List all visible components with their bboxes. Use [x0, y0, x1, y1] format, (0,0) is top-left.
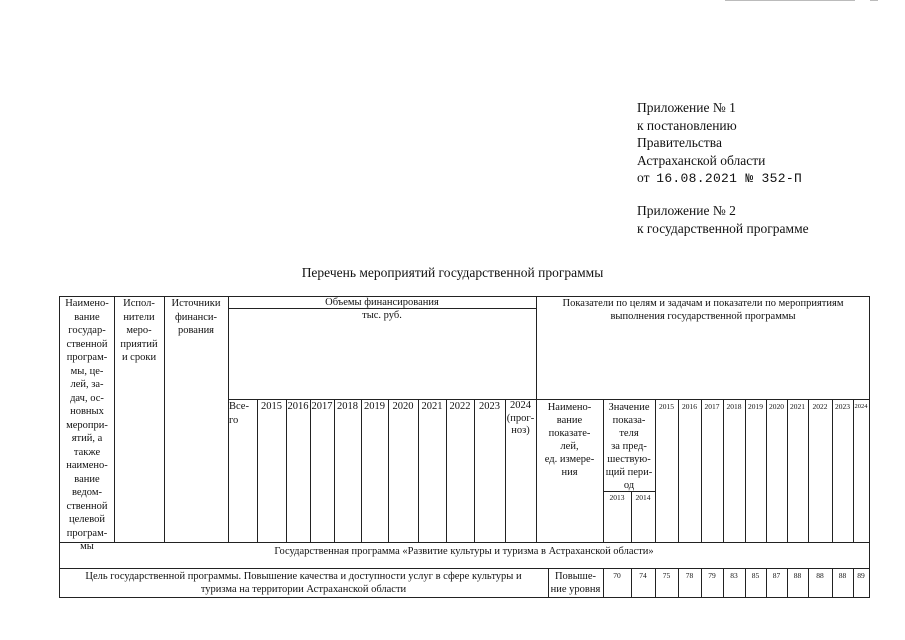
fin-year-header: 2018	[337, 401, 358, 412]
goal-value: 88	[793, 571, 802, 580]
col-header-name: Наимено- вание государ- ственной програм- мы, це- лей, за- дач, ос- новных меропри- ятий, а также наимено- вание ведом- ственной целевой програм- мы	[65, 298, 109, 552]
ind-year-header: 2021	[790, 402, 805, 411]
fin-year-header: 2021	[421, 401, 443, 412]
document-title: Перечень мероприятий государственной программы	[301, 265, 604, 280]
goal-value: 88	[838, 571, 847, 580]
ind-year-header: 2020	[769, 402, 784, 411]
fin-year-header: 2020	[392, 401, 414, 412]
ind-year-header: 2018	[726, 402, 742, 411]
program-row: Государственная программа «Развитие культуры и туризма в Астраханской области»	[274, 546, 654, 557]
ind-year-header: 2017	[704, 402, 720, 411]
goal-value: 75	[662, 571, 671, 580]
date-value: 16.08.2021 № 352-П	[656, 171, 803, 186]
fin-year-header: 2023	[479, 401, 500, 412]
col-header-sources: Источники финанси- рования	[171, 298, 221, 336]
ind-year-header: 2023	[835, 402, 850, 411]
appendix-line: к постановлению	[637, 117, 737, 133]
goal-indicator: Повыше- ние уровня	[550, 571, 601, 595]
fin-total-header: Все- го	[229, 401, 249, 426]
fin-year-header: 2022	[449, 401, 471, 412]
goal-row: Цель государственной программы. Повышение качества и доступности услуг в сфере культуры и туризма на территории Астраханской области	[85, 571, 522, 595]
ind-base-year: 2014	[635, 493, 651, 502]
date-prefix: от	[637, 170, 650, 185]
ind-year-header: 2015	[659, 402, 674, 411]
fin-year-header: 2017	[311, 401, 333, 412]
fin-year-header: 2015	[261, 401, 282, 412]
goal-value: 89	[857, 571, 865, 580]
appendix-line: Правительства	[637, 135, 722, 150]
ind-base-year: 2013	[609, 493, 625, 502]
ind-name-header: Наимено- вание показате- лей, ед. измере- ния	[544, 402, 595, 478]
goal-value: 70	[613, 571, 621, 580]
fin-forecast-header: 2024 (прог- ноз)	[506, 400, 535, 436]
appendix-line: к государственной программе	[637, 220, 809, 236]
goal-value: 79	[708, 571, 716, 580]
goal-value: 85	[751, 571, 760, 580]
ind-year-header: 2019	[748, 402, 763, 411]
appendix-line: Приложение № 2	[637, 203, 736, 218]
goal-value: 78	[685, 571, 694, 580]
appendix-line: Приложение № 1	[637, 100, 736, 115]
ind-base-header: Значение показа- теля за пред- шествую- щий пери- од	[605, 402, 653, 491]
ind-year-header: 2024	[854, 403, 868, 410]
ind-year-header: 2016	[682, 402, 697, 411]
fin-year-header: 2019	[364, 401, 385, 412]
fin-header-units: тыс. руб.	[362, 310, 402, 321]
goal-value: 88	[816, 571, 824, 580]
goal-value: 83	[730, 571, 738, 580]
ind-year-header: 2022	[812, 402, 828, 411]
ind-header: Показатели по целям и задачам и показатели по мероприятиям выполнения государственной программы	[562, 298, 844, 322]
fin-year-header: 2016	[287, 401, 309, 412]
goal-value: 87	[772, 571, 781, 580]
appendix-line: Астраханской области	[637, 152, 766, 168]
col-header-executors: Испол- нители меро- приятий и сроки	[120, 298, 158, 363]
fin-header-title: Объемы финансирования	[325, 297, 439, 308]
goal-value: 74	[639, 571, 647, 580]
